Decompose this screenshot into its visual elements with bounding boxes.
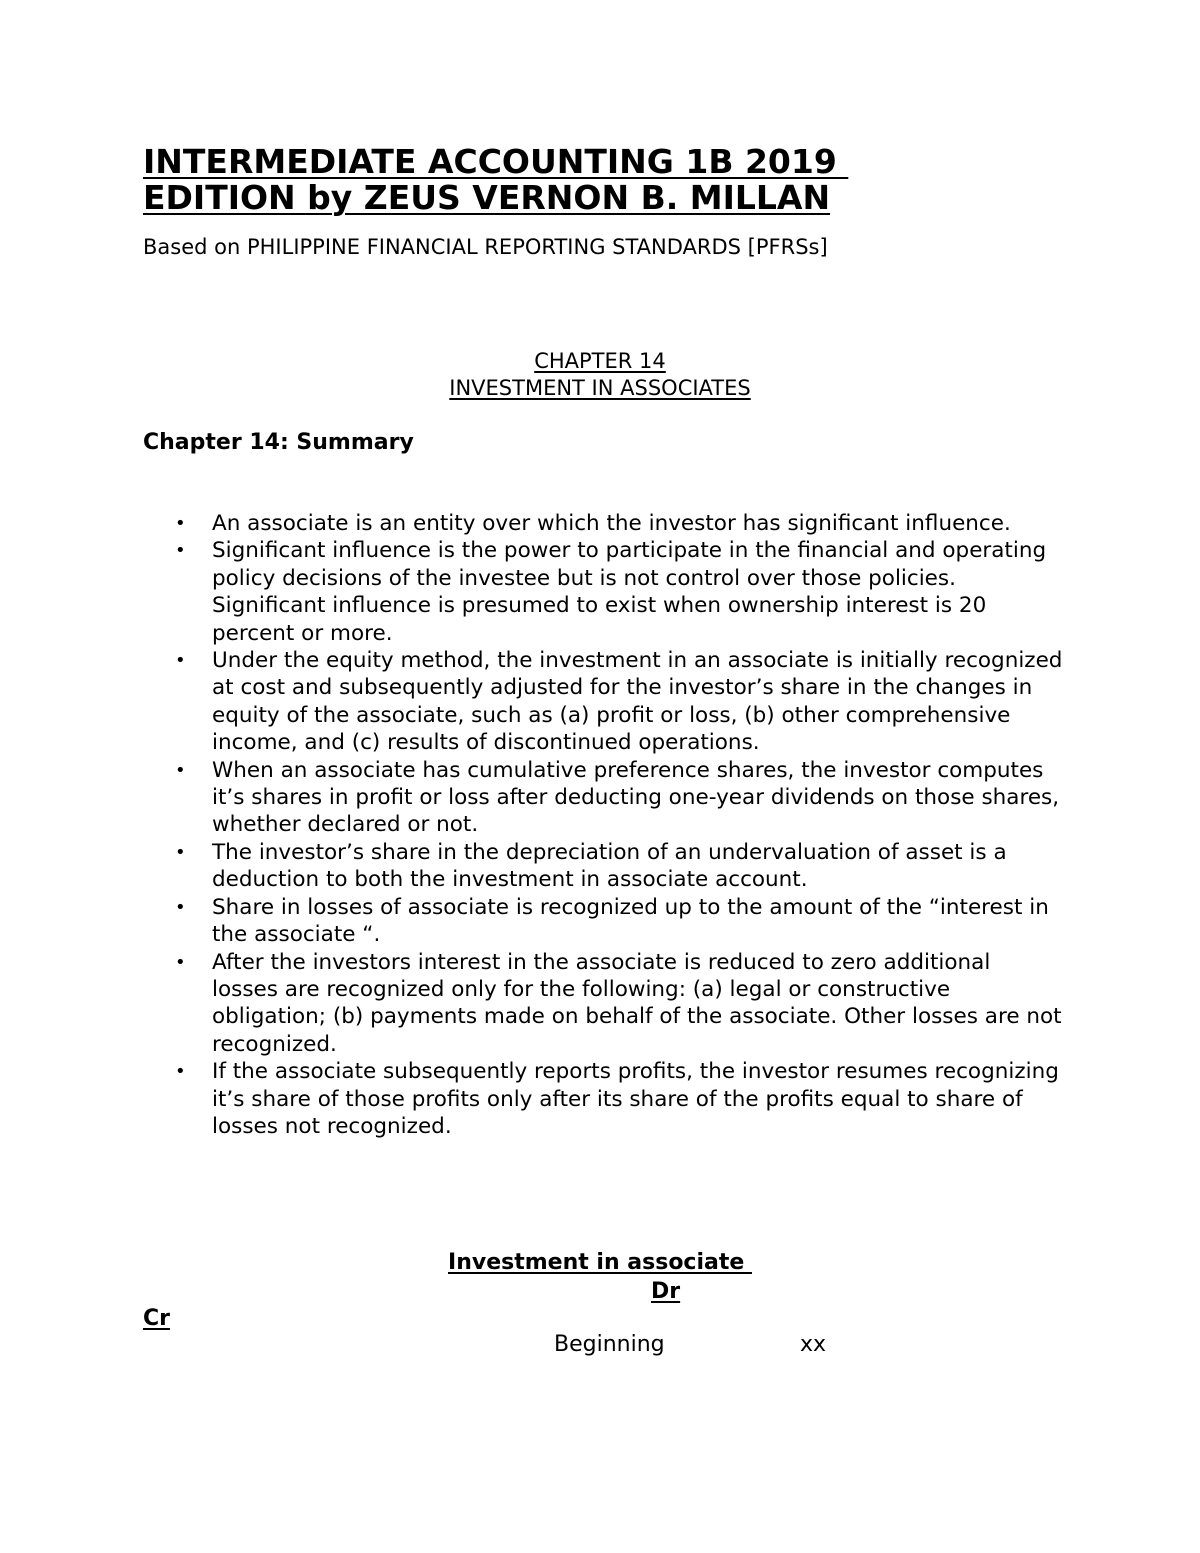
bullet-icon: • [175,759,186,781]
bullet-item [143,1058,1063,1140]
bullet-text: The investor’s share in the depreciation of an undervaluation of asset is a deduction to both the investment in associate account. [212,839,1007,893]
ledger-title [0,1249,1200,1277]
document-title-line-2: EDITION by ZEUS VERNON B. MILLAN [143,178,831,217]
bullet-item [143,537,1063,647]
bullet-item [143,510,1063,537]
chapter-name: INVESTMENT IN ASSOCIATES [449,376,751,400]
ledger-row-label: Beginning [554,1332,665,1357]
bullet-item [143,839,1063,894]
bullet-item [143,949,1063,1059]
document-title-line-1: INTERMEDIATE ACCOUNTING 1B 2019 [143,142,849,181]
bullet-text: An associate is an entity over which the investor has significant influence. [212,511,1011,536]
bullet-icon: • [175,513,186,534]
bullet-icon: • [175,650,186,672]
bullet-icon: • [175,540,186,562]
summary-bullet-list [143,510,1063,1140]
ledger-row-value: xx [800,1332,827,1357]
bullet-icon: • [175,896,186,918]
bullet-text: If the associate subsequently reports profits, the investor resumes recognizing it’s share of those profits only after its share of the profits equal to share of losses not recognized. [212,1059,1059,1139]
ledger-title-text: Investment in associate [448,1250,752,1275]
bullet-item [143,894,1063,949]
bullet-icon: • [175,841,186,863]
bullet-item [143,647,1063,757]
bullet-text: Under the equity method, the investment in an associate is initially recognized at cost and subsequently adjusted for the investor’s share in the changes in equity of the associate, such as (a) profit or loss, (b) other comprehensive income, and (c) results of discontinued operations. [212,648,1063,756]
bullet-item [143,757,1063,839]
bullet-text: Share in losses of associate is recognized up to the amount of the “interest in the associate “. [212,894,1049,948]
bullet-icon: • [175,951,186,973]
chapter-heading [0,348,1200,402]
summary-heading: Chapter 14: Summary [143,430,414,455]
bullet-text: When an associate has cumulative preference shares, the investor computes it’s shares in profit or loss after deducting one-year dividends on those shares, whether declared or not. [212,757,1060,838]
bullet-text: After the investors interest in the associate is reduced to zero additional losses are recognized only for the following: (a) legal or constructive obligation; (b) payments made on behalf of the associate. Other losses are not recognized. [212,949,1062,1057]
bullet-icon: • [175,1061,186,1083]
document-subtitle: Based on PHILIPPINE FINANCIAL REPORTING STANDARDS [PFRSs] [143,235,828,259]
credit-label: Cr [143,1306,170,1331]
chapter-number: CHAPTER 14 [534,349,666,373]
bullet-text: Significant influence is the power to participate in the financial and operating policy decisions of the investee but is not control over those policies. Significant influence is presumed to exist when ownership interest is 20 percent or more. [212,538,1047,646]
document-title [143,144,1043,216]
debit-label: Dr [651,1279,681,1304]
